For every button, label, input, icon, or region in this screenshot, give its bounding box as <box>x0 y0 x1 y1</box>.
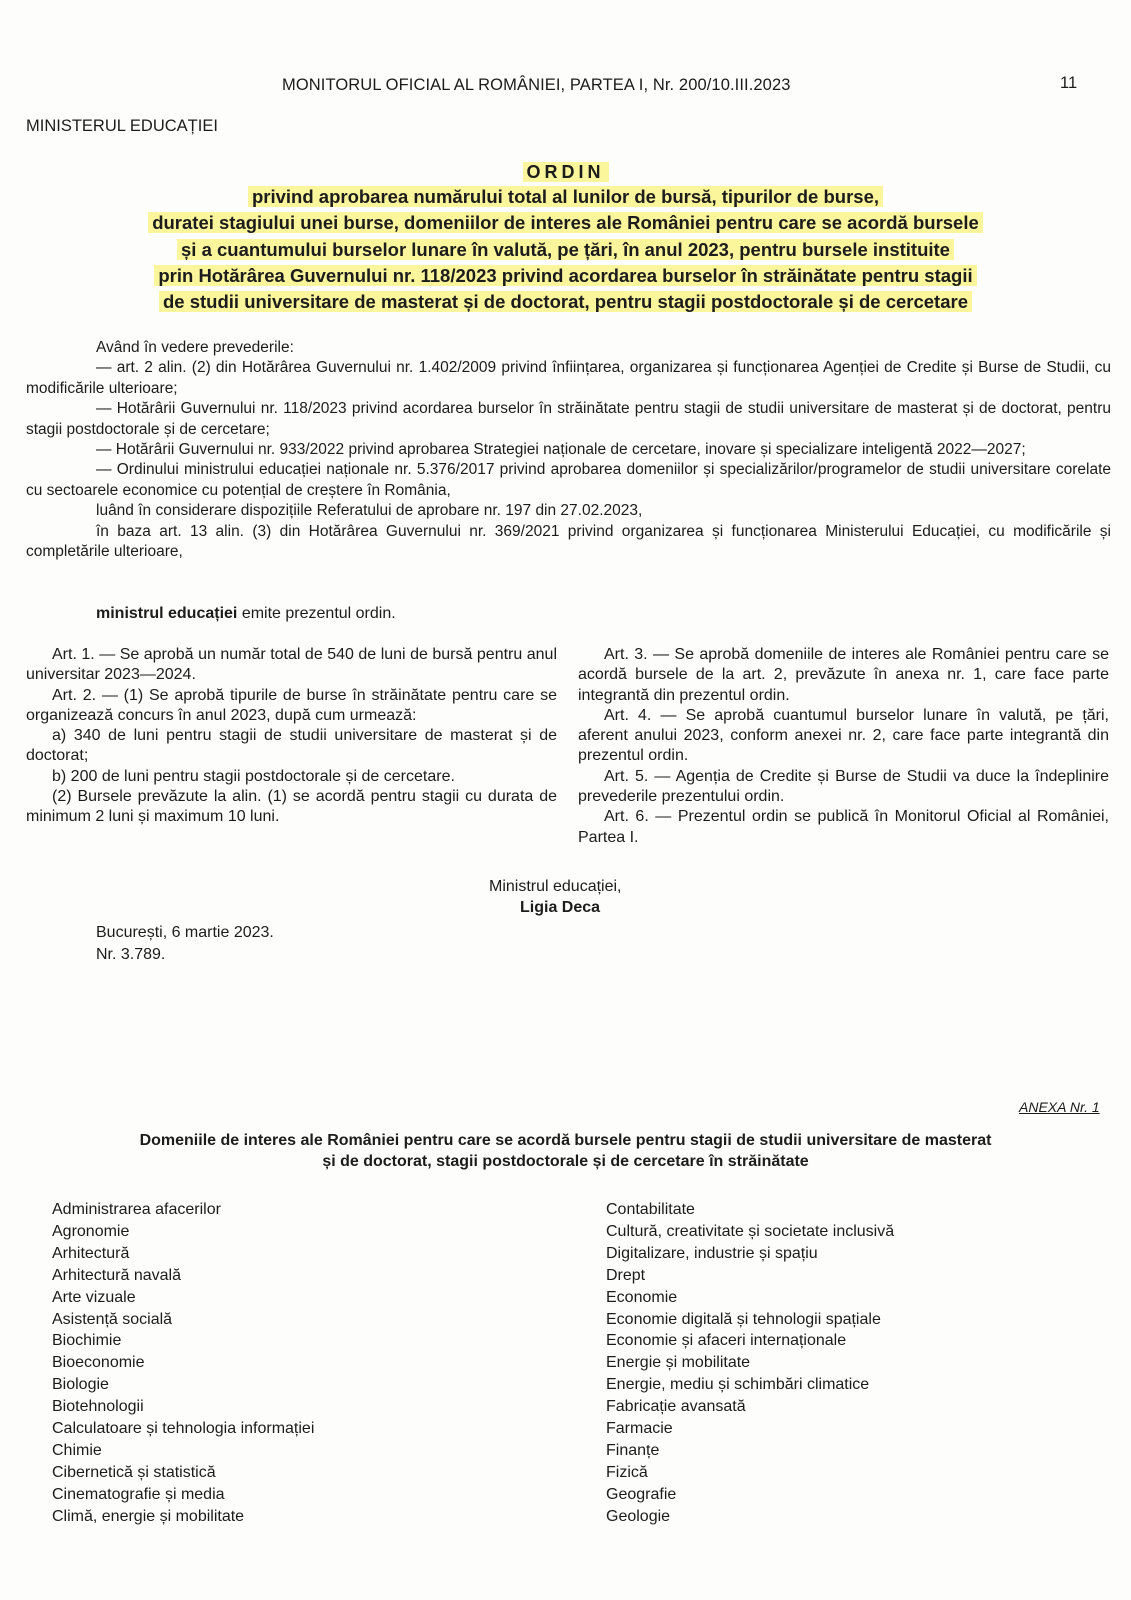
list-item: Economie și afaceri internaționale <box>606 1332 847 1350</box>
annex-title-line: Domeniile de interes ale României pentru care se acordă bursele pentru stagii de studii universitare de masterat <box>139 1132 992 1149</box>
order-title-line: duratei stagiului unei burse, domeniilor de interes ale României pentru care se acordă bursele <box>0 210 1131 236</box>
list-item: Farmacie <box>606 1420 673 1438</box>
article-paragraph: a) 340 de luni pentru stagii de studii universitare de masterat și de doctorat; <box>26 727 557 765</box>
list-item: Chimie <box>52 1441 102 1459</box>
list-item: Asistență socială <box>52 1310 173 1328</box>
list-item: Arhitectură <box>52 1244 130 1262</box>
emit-rest: emite prezentul ordin. <box>237 605 396 622</box>
order-title-line: și a cuantumului burselor lunare în valută, pe țări, în anul 2023, pentru bursele instituite <box>0 237 1131 263</box>
list-item: Economie digitală și tehnologii spațiale <box>606 1310 881 1328</box>
list-item: Biochimie <box>52 1332 122 1350</box>
list-item: Digitalizare, industrie și spațiu <box>606 1244 818 1262</box>
gazette-header-title: MONITORUL OFICIAL AL ROMÂNIEI, PARTEA I, Nr. 200/10.III.2023 <box>282 76 791 94</box>
preamble-paragraph: luând în considerare dispozițiile Referatului de aprobare nr. 197 din 27.02.2023, <box>96 502 643 520</box>
list-item: Arte vizuale <box>52 1288 136 1306</box>
list-item: Cibernetică și statistică <box>52 1463 216 1481</box>
annex-title <box>40 1130 1091 1172</box>
preamble <box>26 338 1111 562</box>
article-paragraph: Art. 3. — Se aprobă domeniile de interes ale României pentru care se acordă bursele de la art. 2, prevăzute în anexa nr. 1, care face parte integrantă din prezentul ordin. <box>578 646 1109 704</box>
article-paragraph: Art. 1. — Se aprobă un număr total de 540 de luni de bursă pentru anul universitar 2023—2024. <box>26 646 557 684</box>
list-item: Energie și mobilitate <box>606 1354 751 1372</box>
issuing-ministry: MINISTERUL EDUCAȚIEI <box>26 117 218 135</box>
list-item: Bioeconomie <box>52 1354 145 1372</box>
list-item: Drept <box>606 1266 646 1284</box>
article-paragraph: (2) Bursele prevăzute la alin. (1) se acordă pentru stagii cu durata de minimum 2 luni și maximum 10 luni. <box>26 788 557 826</box>
emit-statement <box>96 605 396 623</box>
list-item: Climă, energie și mobilitate <box>52 1507 245 1525</box>
order-number: Nr. 3.789. <box>96 946 166 963</box>
list-item: Cinematografie și media <box>52 1485 225 1503</box>
list-item: Contabilitate <box>606 1201 695 1218</box>
preamble-paragraph: — Ordinului ministrului educației naționale nr. 5.376/2017 privind aprobarea domeniilor și specializărilor/programelor de studii universitare corelate cu sectoarele economice cu potențial de creștere în România, <box>26 461 1111 499</box>
order-title-line: de studii universitare de masterat și de doctorat, pentru stagii postdoctorale și de cercetare <box>0 289 1131 315</box>
list-item: Economie <box>606 1288 678 1306</box>
list-item: Energie, mediu și schimbări climatice <box>606 1376 870 1394</box>
signatory-name: Ligia Deca <box>520 899 601 916</box>
signatory-role: Ministrul educației, <box>489 878 622 895</box>
list-item: Cultură, creativitate și societate inclusivă <box>606 1222 895 1240</box>
list-item: Biologie <box>52 1376 109 1394</box>
domains-list-left <box>52 1199 314 1528</box>
place-date: București, 6 martie 2023. <box>96 924 274 941</box>
order-title <box>0 160 1131 315</box>
article-paragraph: Art. 4. — Se aprobă cuantumul burselor lunare în valută, pe țări, aferent anului 2023, conform anexei nr. 2, care face parte integrantă din prezentul ordin. <box>578 706 1109 765</box>
preamble-paragraph: în baza art. 13 alin. (3) din Hotărârea Guvernului nr. 369/2021 privind organizarea și funcționarea Ministerului Educației, cu modificările și completările ulterioare, <box>26 522 1111 561</box>
list-item: Finanțe <box>606 1441 660 1459</box>
order-title-line: privind aprobarea numărului total al lunilor de bursă, tipurilor de burse, <box>0 184 1131 210</box>
list-item: Fizică <box>606 1463 648 1481</box>
list-item: Arhitectură navală <box>52 1266 181 1284</box>
list-item: Biotehnologii <box>52 1398 144 1416</box>
list-item: Agronomie <box>52 1222 130 1240</box>
list-item: Calculatoare și tehnologia informației <box>52 1420 315 1438</box>
list-item: Fabricație avansată <box>606 1398 746 1416</box>
list-item: Geologie <box>606 1507 671 1525</box>
list-item: Administrarea afacerilor <box>52 1201 221 1218</box>
annex-label: ANEXA Nr. 1 <box>1019 1099 1100 1115</box>
emit-subject: ministrul educației <box>96 605 238 622</box>
articles-left-column <box>26 645 557 828</box>
preamble-paragraph: — Hotărârii Guvernului nr. 933/2022 privind aprobarea Strategiei naționale de cercetare, inovare și specializare inteligentă 2022—2027; <box>96 441 1026 459</box>
list-item: Geografie <box>606 1485 677 1503</box>
article-paragraph: b) 200 de luni pentru stagii postdoctorale și de cercetare. <box>52 767 455 785</box>
preamble-paragraph: — Hotărârii Guvernului nr. 118/2023 privind acordarea burselor în străinătate pentru stagii de studii universitare de masterat și de doctorat, pentru stagii postdoctorale și de cercetare; <box>26 400 1111 438</box>
article-paragraph: Art. 6. — Prezentul ordin se publică în Monitorul Oficial al României, Partea I. <box>578 808 1109 846</box>
order-title-word: ORDIN <box>0 160 1131 184</box>
articles-right-column <box>578 645 1109 848</box>
article-paragraph: Art. 2. — (1) Se aprobă tipurile de burse în străinătate pentru care se organizează concurs în anul 2023, după cum urmează: <box>26 686 557 724</box>
order-title-line: prin Hotărârea Guvernului nr. 118/2023 privind acordarea burselor în străinătate pentru stagii <box>0 263 1131 289</box>
article-paragraph: Art. 5. — Agenția de Credite și Burse de Studii va duce la îndeplinire prevederile prezentului ordin. <box>578 767 1109 806</box>
preamble-paragraph: Având în vedere prevederile: <box>96 339 294 356</box>
page-number: 11 <box>1060 74 1078 92</box>
domains-list-right <box>606 1199 894 1528</box>
annex-title-line: și de doctorat, stagii postdoctorale și de cercetare în străinătate <box>322 1153 809 1170</box>
preamble-paragraph: — art. 2 alin. (2) din Hotărârea Guvernului nr. 1.402/2009 privind înființarea, organizarea și funcționarea Agenției de Credite și Burse de Studii, cu modificările ulterioare; <box>26 359 1111 397</box>
